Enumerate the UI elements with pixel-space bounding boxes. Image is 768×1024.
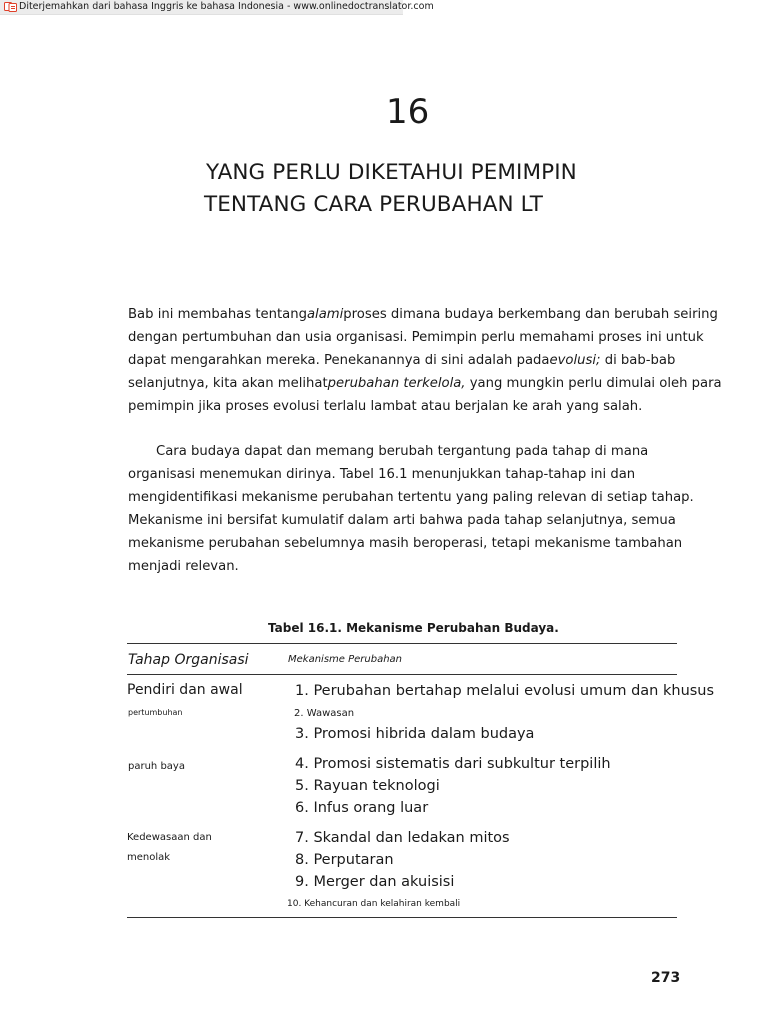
text-run: yang mungkin perlu dimulai oleh para	[465, 376, 722, 392]
table-bottom-rule	[127, 917, 677, 918]
paragraph-stages	[128, 440, 694, 579]
paragraph-line: menjadi relevan.	[128, 559, 239, 575]
stage-founding: Pendiri dan awal	[127, 682, 243, 698]
text-run: Bab ini membahas tentang	[128, 307, 307, 322]
text-run: selanjutnya, kita akan melihat	[128, 376, 328, 392]
emphasis-text: evolusi;	[549, 353, 601, 369]
paragraph-line: mengidentifikasi mekanisme perubahan tertentu yang paling relevan di setiap tahap.	[128, 490, 694, 506]
paragraph-intro	[128, 303, 722, 418]
stage-growth: pertumbuhan	[128, 708, 183, 717]
stage-maturity-line-1: Kedewasaan dan	[127, 832, 212, 843]
chapter-number: 16	[386, 92, 430, 132]
text-run: proses dimana budaya berkembang dan berubah seiring	[343, 307, 718, 322]
translator-banner[interactable]	[0, 0, 434, 15]
emphasis-text: alami	[306, 307, 344, 322]
paragraph-line	[128, 349, 688, 372]
table-header-mechanism: Mekanisme Perubahan	[288, 654, 403, 665]
mechanism-item: 5. Rayuan teknologi	[295, 778, 440, 794]
stage-maturity-line-2: menolak	[127, 852, 171, 863]
chapter-title-line-2: TENTANG CARA PERUBAHAN LT	[204, 192, 544, 217]
mechanism-item: 7. Skandal dan ledakan mitos	[295, 830, 510, 846]
mechanism-item: 8. Perputaran	[295, 852, 394, 868]
stage-midlife: paruh baya	[128, 761, 185, 772]
emphasis-text: perubahan terkelola,	[327, 376, 466, 392]
mechanism-item: 4. Promosi sistematis dari subkultur terpilih	[295, 756, 611, 772]
text-run: di bab-bab	[600, 353, 676, 369]
table-header-rule	[127, 674, 677, 675]
mechanism-item: 1. Perubahan bertahap melalui evolusi umum dan khusus	[295, 683, 715, 699]
paragraph-line: dengan pertumbuhan dan usia organisasi. Pemimpin perlu memahami proses ini untuk	[128, 330, 704, 346]
mechanism-item: 6. Infus orang luar	[295, 800, 429, 816]
paragraph-line: Cara budaya dapat dan memang berubah tergantung pada tahap di mana	[156, 444, 649, 459]
paragraph-line: mekanisme perubahan sebelumnya masih beroperasi, tetapi mekanisme tambahan	[128, 536, 683, 552]
table-caption: Tabel 16.1. Mekanisme Perubahan Budaya.	[268, 621, 559, 635]
mechanism-item: 3. Promosi hibrida dalam budaya	[295, 726, 535, 742]
paragraph-line: pemimpin jika proses evolusi terlalu lambat atau berjalan ke arah yang salah.	[128, 399, 643, 415]
banner-text[interactable]: Diterjemahkan dari bahasa Inggris ke bahasa Indonesia - www.onlinedoctranslator.com	[19, 1, 434, 12]
paragraph-line: organisasi menemukan dirinya. Tabel 16.1 menunjukkan tahap-tahap ini dan	[128, 467, 636, 483]
text-run: dapat mengarahkan mereka. Penekanannya di sini adalah pada	[128, 353, 550, 369]
chapter-title-line-1: YANG PERLU DIKETAHUI PEMIMPIN	[206, 160, 577, 185]
paragraph-line	[128, 372, 722, 395]
table-top-rule	[127, 643, 677, 644]
translator-logo-icon	[4, 2, 17, 12]
mechanism-item: 9. Merger dan akuisisi	[295, 874, 455, 890]
paragraph-line	[128, 303, 718, 326]
table-header-stage: Tahap Organisasi	[128, 652, 249, 668]
mechanism-item: 10. Kehancuran dan kelahiran kembali	[287, 899, 461, 909]
paragraph-line: Mekanisme ini bersifat kumulatif dalam arti bahwa pada tahap selanjutnya, semua	[128, 513, 676, 529]
page-number: 273	[651, 970, 681, 986]
mechanism-item: 2. Wawasan	[294, 708, 355, 719]
